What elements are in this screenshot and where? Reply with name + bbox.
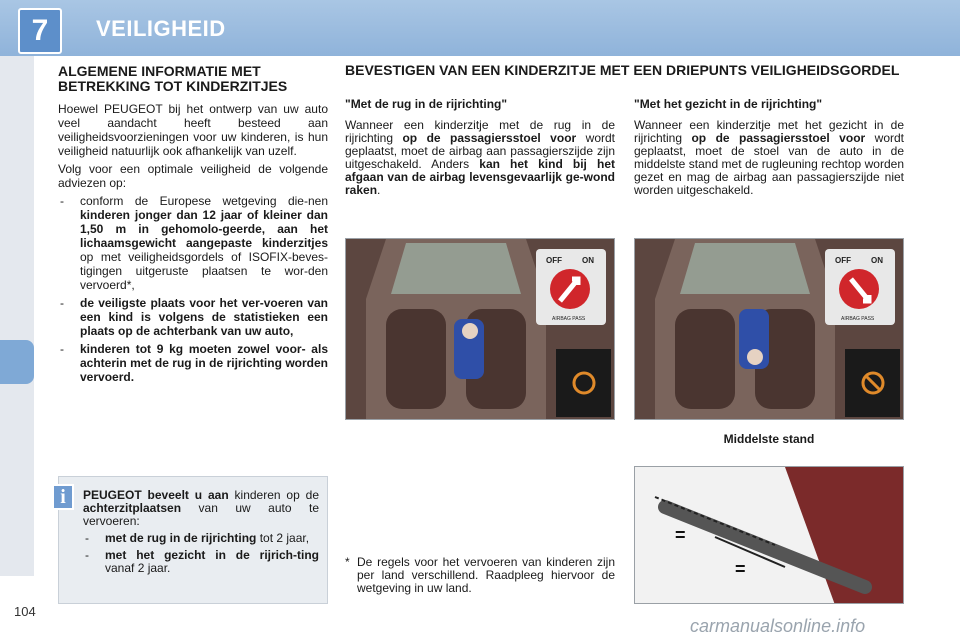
list-text-bold: de veiligste plaats voor het ver-voeren van een kind is volgens de statistieken een plaats op de achterbank van uw auto, xyxy=(80,296,328,338)
body-text-bold: op de passagiersstoel voor xyxy=(691,131,866,145)
equal-sign-marker: = xyxy=(735,559,746,579)
info-text: tot 2 jaar, xyxy=(256,531,310,545)
list-item xyxy=(58,296,328,338)
body-text: Wanneer een kinderzitje met de rug in de rijrichting xyxy=(345,118,615,145)
paragraph-intro: Hoewel PEUGEOT bij het ontwerp van uw auto veel aandacht heeft besteed aan veiligheidsvoorzieningen voor uw kinderen, is hun veiligheid natuurlijk ook afhankelijk van uzelf. xyxy=(58,102,328,158)
section-title-three-point-belt: BEVESTIGEN VAN EEN KINDERZITJE MET EEN DRIEPUNTS VEILIGHEIDSGORDEL xyxy=(345,62,900,78)
subhead-forward-facing: "Met het gezicht in de rijrichting" xyxy=(634,97,823,111)
list-item xyxy=(58,342,328,384)
info-text: kinderen op de xyxy=(228,488,319,502)
chapter-tab xyxy=(0,340,34,384)
list-text-bold: kinderen tot 9 kg moeten zowel voor- als achterin met de rug in de rijrichting worden vervoerd. xyxy=(80,342,328,384)
section-title-general: ALGEMENE INFORMATIE MET BETREKKING TOT KINDERZITJES xyxy=(58,63,288,94)
rear-facing-section xyxy=(345,98,615,201)
switch-on-label: ON xyxy=(582,256,594,265)
figure-caption: Middelste stand xyxy=(723,432,815,446)
switch-on-label: ON xyxy=(871,256,883,265)
switch-caption: AIRBAG PASS xyxy=(841,316,875,322)
advice-list xyxy=(58,194,328,384)
paragraph-rear-facing xyxy=(345,119,615,197)
footnote-star: * xyxy=(345,555,350,569)
info-text-bold: achterzitplaatsen xyxy=(83,501,182,515)
equal-sign-marker: = xyxy=(675,525,686,545)
info-icon xyxy=(52,484,74,510)
figure-seat-middle-position xyxy=(634,466,904,604)
chapter-number: 7 xyxy=(31,14,49,47)
list-text: op met veiligheidsgordels of ISOFIX-beves-tigingen uitgeruste plaatsen te wor-den vervoerd*, xyxy=(80,250,328,292)
list-text-bold: kinderen jonger dan 12 jaar of kleiner dan 1,50 m in gehomolo-geerde, aan het lichaamsgewicht aangepaste kinderzitjes xyxy=(80,208,328,250)
info-icon-glyph: i xyxy=(60,485,66,508)
general-info-section xyxy=(58,64,328,388)
list-text: conform de Europese wetgeving die-nen xyxy=(80,194,328,208)
paragraph-forward-facing xyxy=(634,119,904,197)
illustration-forward-facing xyxy=(635,239,904,420)
switch-caption: AIRBAG PASS xyxy=(552,316,586,322)
list-item xyxy=(83,549,319,575)
subhead-rear-facing: "Met de rug in de rijrichting" xyxy=(345,97,508,111)
info-list xyxy=(83,532,319,575)
footnote xyxy=(345,556,615,595)
page-number: 104 xyxy=(14,604,36,619)
info-text: van uw auto te vervoeren: xyxy=(83,501,319,528)
switch-off-label: OFF xyxy=(835,256,851,265)
body-text-bold: op de passagiersstoel voor xyxy=(402,131,577,145)
figure-forward-facing-seat xyxy=(634,238,904,420)
info-text-bold: PEUGEOT beveelt u aan xyxy=(83,488,229,502)
list-item xyxy=(83,532,319,545)
figure-rear-facing-seat xyxy=(345,238,615,420)
body-text: . xyxy=(377,183,381,197)
info-text-bold: met de rug in de rijrichting xyxy=(105,531,257,545)
illustration-rear-facing xyxy=(346,239,615,420)
body-text-bold: kan het kind bij het afgaan van de airbag levensgevaarlijk ge-wond raken xyxy=(345,157,615,197)
chapter-number-badge xyxy=(18,8,62,54)
footnote-text: De regels voor het vervoeren van kinderen zijn per land verschillend. Raadpleeg hiervoor de wetgeving in uw land. xyxy=(357,555,615,595)
switch-off-label: OFF xyxy=(546,256,562,265)
watermark: carmanualsonline.info xyxy=(690,616,866,636)
info-text: vanaf 2 jaar. xyxy=(105,561,171,575)
illustration-seat-rail xyxy=(635,467,904,604)
body-text: wordt geplaatst, moet de stoel van de auto in de middelste stand met de rugleuning rechtop worden gezet en mag de airbag aan passagierszijde niet worden uitgeschakeld. xyxy=(634,131,904,197)
forward-facing-section xyxy=(634,98,904,201)
page-title: VEILIGHEID xyxy=(96,16,226,41)
body-text: Wanneer een kinderzitje met het gezicht in de rijrichting xyxy=(634,118,904,145)
paragraph-advice: Volg voor een optimale veiligheid de volgende adviezen op: xyxy=(58,162,328,190)
info-text-bold: met het gezicht in de rijrich-ting xyxy=(105,548,319,562)
side-rail xyxy=(0,56,34,576)
info-lead xyxy=(83,489,319,528)
body-text: wordt geplaatst, moet de airbag aan passagierszijde zijn uitgeschakeld. Anders xyxy=(345,131,615,171)
list-item xyxy=(58,194,328,292)
info-box xyxy=(58,476,328,604)
